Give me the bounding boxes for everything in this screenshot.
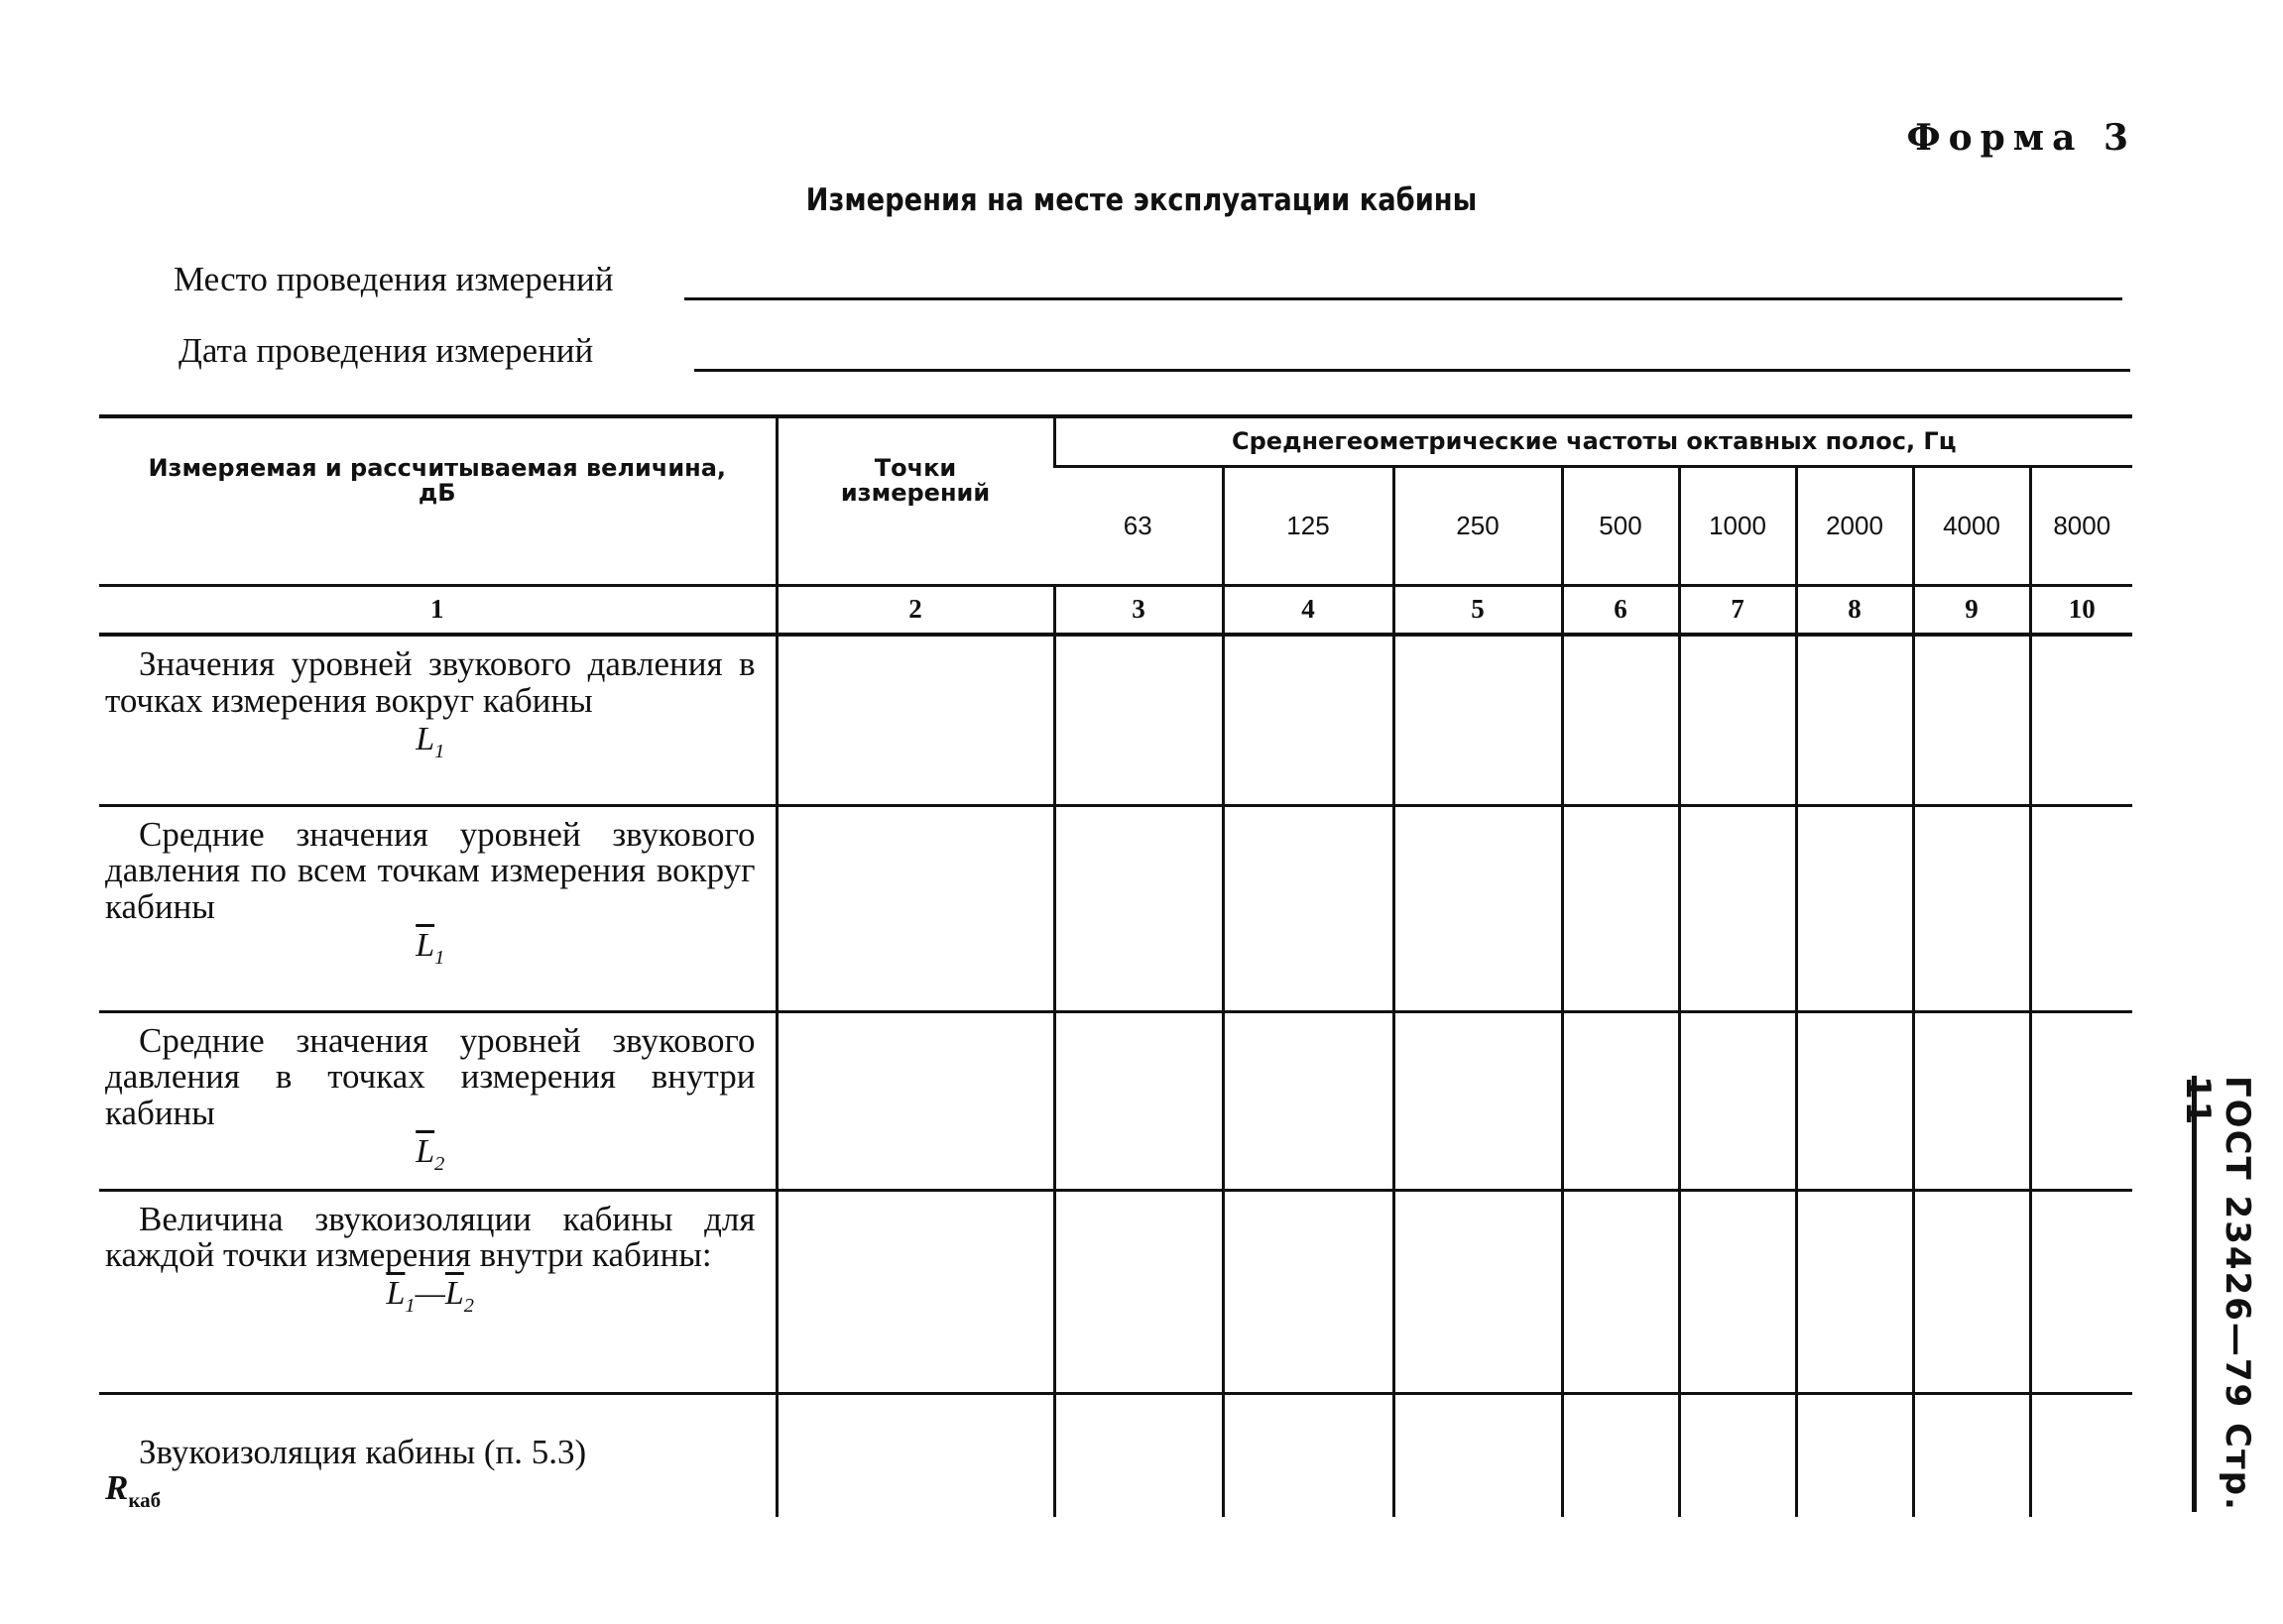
data-cell[interactable]	[1223, 635, 1393, 805]
data-cell[interactable]	[1913, 635, 2030, 805]
freq-250: 250	[1393, 466, 1562, 585]
data-cell[interactable]	[777, 805, 1054, 1011]
data-cell[interactable]	[1223, 1190, 1393, 1393]
table-row	[99, 635, 2132, 805]
freq-4000: 4000	[1913, 466, 2030, 585]
data-cell[interactable]	[1562, 805, 1679, 1011]
freq-125: 125	[1223, 466, 1393, 585]
data-cell[interactable]	[1796, 805, 1913, 1011]
place-label: Место проведения измерений	[174, 260, 614, 298]
freq-1000: 1000	[1679, 466, 1796, 585]
data-cell[interactable]	[2030, 1190, 2132, 1393]
data-cell[interactable]	[1796, 635, 1913, 805]
data-cell[interactable]	[777, 1011, 1054, 1190]
data-cell[interactable]	[1054, 635, 1223, 805]
col-num-7: 7	[1679, 585, 1796, 635]
row-symbol: $\overline{L}_2$	[416, 1132, 445, 1175]
data-cell[interactable]	[1562, 1190, 1679, 1393]
place-fill-line[interactable]	[684, 297, 2122, 300]
data-cell[interactable]	[1393, 1393, 1562, 1517]
row-symbol: $L_1$	[416, 720, 445, 762]
col-num-5: 5	[1393, 585, 1562, 635]
data-cell[interactable]	[1679, 1011, 1796, 1190]
data-cell[interactable]	[1679, 805, 1796, 1011]
data-cell[interactable]	[1393, 635, 1562, 805]
side-caption-text: ГОСТ 23426—79 Стр. 11	[2178, 1076, 2257, 1512]
form-number: Форма 3	[1906, 117, 2136, 159]
data-cell[interactable]	[1679, 635, 1796, 805]
data-cell[interactable]	[1054, 1190, 1223, 1393]
data-cell[interactable]	[1796, 1190, 1913, 1393]
col-num-4: 4	[1223, 585, 1393, 635]
col-num-2: 2	[777, 585, 1054, 635]
side-caption	[2178, 1076, 2257, 1517]
data-cell[interactable]	[1562, 635, 1679, 805]
data-cell[interactable]	[1796, 1011, 1913, 1190]
row-symbol: $\overline{L}_1—\overline{L}_2$	[386, 1275, 474, 1317]
col-num-9: 9	[1913, 585, 2030, 635]
freq-500: 500	[1562, 466, 1679, 585]
header-frequency-group: Среднегеометрические частоты октавных полос, Гц	[1054, 416, 2132, 466]
data-cell[interactable]	[1223, 1393, 1393, 1517]
data-cell[interactable]	[1796, 1393, 1913, 1517]
data-cell[interactable]	[1393, 1190, 1562, 1393]
data-cell[interactable]	[777, 1393, 1054, 1517]
row-label	[99, 1190, 777, 1393]
data-cell[interactable]	[1562, 1011, 1679, 1190]
col-num-8: 8	[1796, 585, 1913, 635]
data-cell[interactable]	[1679, 1190, 1796, 1393]
data-cell[interactable]	[1054, 1393, 1223, 1517]
header-quantity: Измеряемая и рассчитываемая величина, дБ	[99, 416, 777, 585]
data-cell[interactable]	[777, 1190, 1054, 1393]
page-title: Измерения на месте эксплуатации кабины	[805, 182, 1478, 218]
data-cell[interactable]	[1054, 1011, 1223, 1190]
data-cell[interactable]	[1913, 1393, 2030, 1517]
date-fill-line[interactable]	[694, 369, 2130, 372]
row-text: Величина звукоизоляции кабины для каждой точки измерения внутри кабины:	[105, 1199, 756, 1275]
row-label	[99, 635, 777, 805]
data-cell[interactable]	[1393, 1011, 1562, 1190]
table-row	[99, 1011, 2132, 1190]
table-row	[99, 805, 2132, 1011]
row-text: Средние значения уровней звукового давления по всем точкам измерения вокруг кабины	[105, 814, 756, 926]
col-num-1: 1	[99, 585, 777, 635]
data-cell[interactable]	[1913, 805, 2030, 1011]
data-cell[interactable]	[1393, 805, 1562, 1011]
row-text: Звукоизоляция кабины (п. 5.3)	[139, 1432, 587, 1471]
row-label	[99, 1011, 777, 1190]
data-cell[interactable]	[1679, 1393, 1796, 1517]
data-cell[interactable]	[2030, 1011, 2132, 1190]
data-cell[interactable]	[1054, 805, 1223, 1011]
data-cell[interactable]	[1223, 1011, 1393, 1190]
data-cell[interactable]	[1913, 1011, 2030, 1190]
row-symbol: $\overline{L}_1$	[416, 926, 445, 969]
row-symbol: $R_{каб}$	[105, 1468, 162, 1513]
col-num-10: 10	[2030, 585, 2132, 635]
freq-63: 63	[1054, 466, 1223, 585]
measurement-table	[99, 414, 2132, 1517]
row-text: Значения уровней звукового давления в точках измерения вокруг кабины	[105, 644, 756, 720]
col-num-3: 3	[1054, 585, 1223, 635]
data-cell[interactable]	[1913, 1190, 2030, 1393]
row-label	[99, 805, 777, 1011]
data-cell[interactable]	[1562, 1393, 1679, 1517]
header-points: Точки измерений	[777, 416, 1054, 585]
data-cell[interactable]	[2030, 805, 2132, 1011]
row-label	[99, 1393, 777, 1517]
data-cell[interactable]	[2030, 635, 2132, 805]
data-cell[interactable]	[2030, 1393, 2132, 1517]
freq-8000: 8000	[2030, 466, 2132, 585]
data-cell[interactable]	[777, 635, 1054, 805]
table-row	[99, 1190, 2132, 1393]
col-num-6: 6	[1562, 585, 1679, 635]
data-cell[interactable]	[1223, 805, 1393, 1011]
table-row	[99, 1393, 2132, 1517]
date-label: Дата проведения измерений	[179, 331, 594, 370]
row-text: Средние значения уровней звукового давления в точках измерения внутри кабины	[105, 1020, 756, 1132]
freq-2000: 2000	[1796, 466, 1913, 585]
